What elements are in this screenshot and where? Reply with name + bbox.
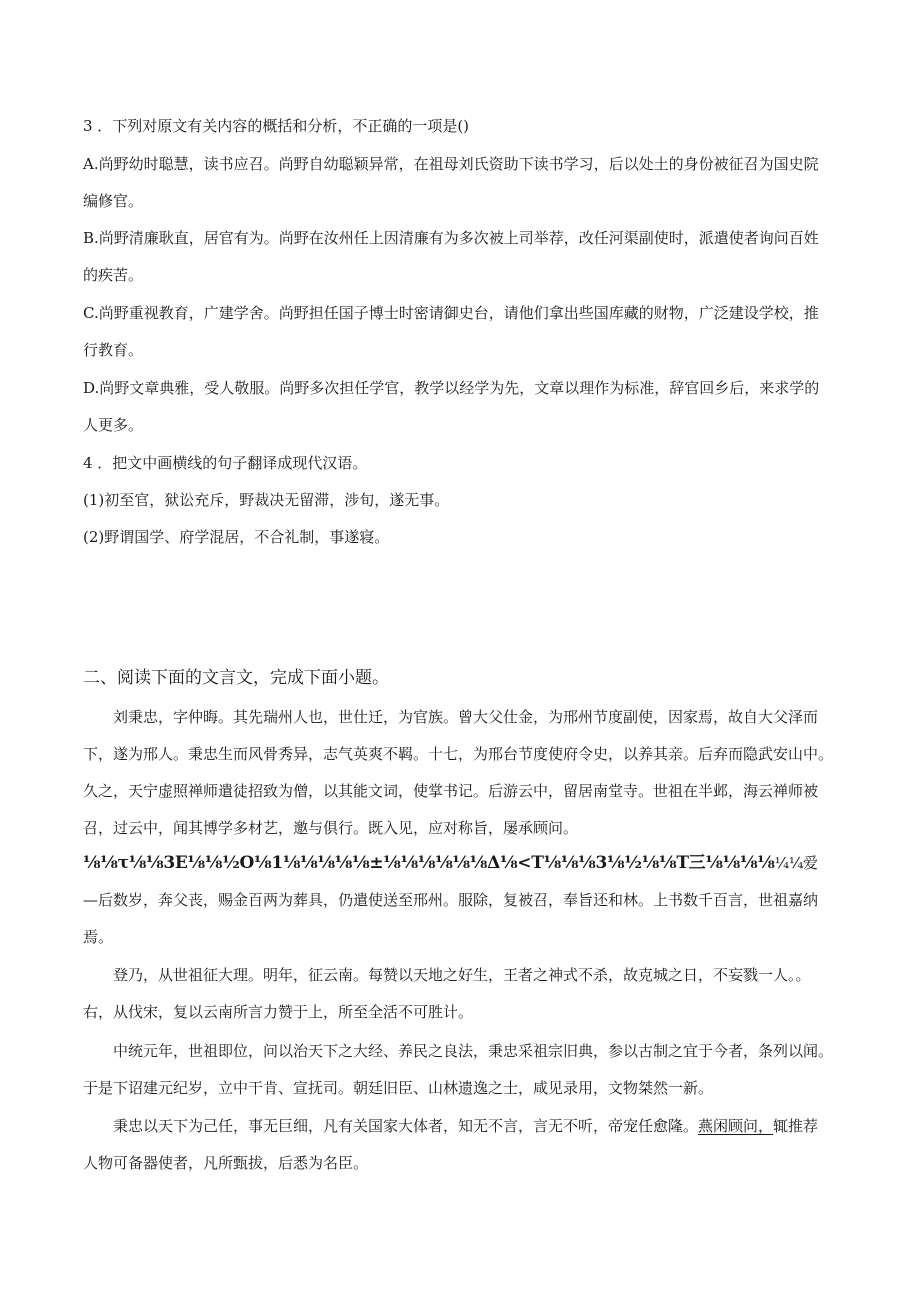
section-2-title: 二、阅读下面的文言文，完成下面小题。 xyxy=(83,668,389,688)
underlined-sentence: 燕闲顾问， xyxy=(698,1117,774,1135)
question-4-sentence-1: (1)初至官，狱讼充斥，野裁决无留滞，涉旬，遂无事。 xyxy=(83,491,450,509)
option-d-line-1: D.尚野文章典雅，受人敬服。尚野多次担任学官，教学以经学为先，文章以理作为标准，辞官回乡后，来求学的 xyxy=(83,379,820,397)
passage-p2-line-3: 焉。 xyxy=(83,928,114,946)
passage-p1-line-3: 久之，天宁虚照禅师遣徒招致为僧，以其能文词，使掌书记。后游云中，留居南堂寺。世祖在半邺，海云禅师被 xyxy=(83,782,819,800)
garbled-text-tail: ¼¼爱 xyxy=(774,854,818,872)
question-3-stem: 3 ．下列对原文有关内容的概括和分析，不正确的一项是() xyxy=(83,117,470,135)
option-d-line-2: 人更多。 xyxy=(83,416,144,434)
option-b-line-2: 的疾苦。 xyxy=(83,266,144,284)
passage-p5-line-2: 人物可备器使者，凡所甄拔，后悉为名臣。 xyxy=(83,1154,369,1172)
passage-p3-line-2: 右，从伐宋，复以云南所言力赞于上，所至全活不可胜计。 xyxy=(83,1003,474,1021)
garbled-text-line xyxy=(83,853,818,873)
option-a-line-2: 编修官。 xyxy=(83,192,144,210)
passage-p1-line-1: 刘秉忠，字仲晦。其先瑞州人也，世仕迁，为官族。曾大父仕金，为邢州节度副使，因家焉，故自大父泽而 xyxy=(113,708,819,726)
passage-p3-line-1: 登乃，从世祖征大理。明年，征云南。每赞以天地之好生，王者之神式不杀，故克城之日，不妄戮一人。。 xyxy=(113,966,811,984)
option-c-line-1: C.尚野重视教育，广建学舍。尚野担任国子博士时密请御史台，请他们拿出些国库藏的财物，广泛建设学校，推 xyxy=(83,304,819,322)
passage-p1-line-4: 召，过云中，闻其博学多材艺，邀与俱行。既入见，应对称旨，屡承顾问。 xyxy=(83,819,579,837)
question-4-sentence-2: (2)野谓国学、府学混居，不合礼制，事遂寝。 xyxy=(83,528,390,546)
option-b-line-1: B.尚野清廉耿直，居官有为。尚野在汝州任上因清廉有为多次被上司举荐，改任河渠副使时，派遣使者询问百姓 xyxy=(83,229,819,247)
question-4-stem: 4 ．把文中画横线的句子翻译成现代汉语。 xyxy=(83,454,368,472)
garbled-text: ⅛⅛τ⅛⅛3E⅛⅛½O⅛1⅛⅛⅛⅛⅛±⅛⅛⅛⅛⅛⅛Δ⅛<T⅛⅛⅛3⅛½⅛⅛T三⅛⅛⅛⅛ xyxy=(83,853,775,873)
passage-p1-line-2: 下，遂为邢人。秉忠生而风骨秀异，志气英爽不羁。十七，为邢台节度使府令史，以养其亲。后弃而隐武安山中。 xyxy=(83,745,834,763)
option-c-line-2: 行教育。 xyxy=(83,341,144,359)
option-a-line-1: A.尚野幼时聪慧，读书应召。尚野自幼聪颖异常，在祖母刘氏资助下读书学习，后以处土的身份被征召为国史院 xyxy=(83,155,819,173)
passage-p2-line-2: —后数岁，奔父丧，赐金百两为葬具，仍遣使送至邢州。服除，复被召，奉旨还和林。上书数千百言，世祖嘉纳 xyxy=(83,891,819,909)
passage-p4-line-2: 于是下诏建元纪岁，立中干肯、宣抚司。朝廷旧臣、山林遗逸之士，咸见录用，文物桀然一新。 xyxy=(83,1079,714,1097)
passage-p5-line-1 xyxy=(113,1116,818,1136)
passage-p5-text-b: 辄推荐 xyxy=(773,1117,819,1135)
passage-p4-line-1: 中统元年，世祖即位，问以治天下之大经、养民之良法，秉忠采祖宗旧典，参以古制之宜于今者，条列以闻。 xyxy=(113,1042,834,1060)
passage-p5-text-a: 秉忠以天下为己任，事无巨细，凡有关国家大体者，知无不言，言无不听，帝宠任愈隆。 xyxy=(113,1117,699,1135)
